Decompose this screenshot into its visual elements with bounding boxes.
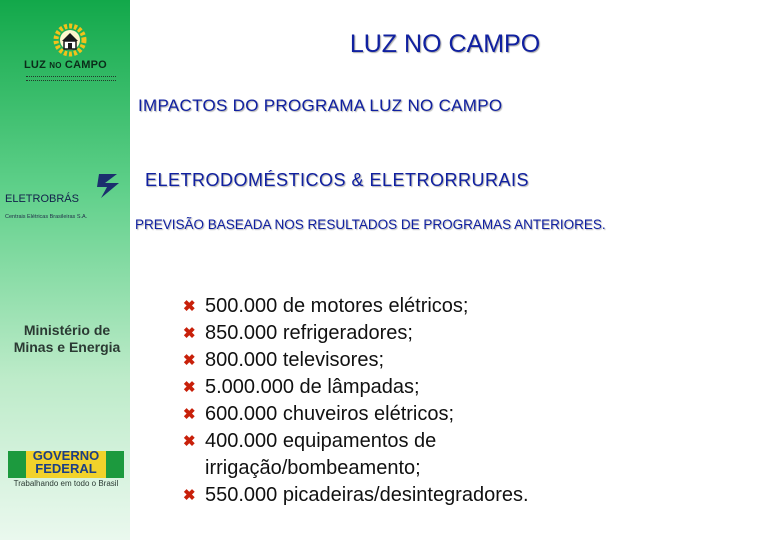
list-item: ✖ 800.000 televisores; (183, 347, 603, 374)
governo-slogan: Trabalhando em todo o Brasil (13, 479, 119, 488)
page-title: LUZ NO CAMPO (349, 30, 541, 58)
logo-tagline (26, 76, 116, 81)
ministerio-line1: Ministério de (23, 322, 111, 338)
list-item: ✖ 550.000 picadeiras/desintegradores. (183, 482, 603, 509)
governo-line1: GOVERNO (32, 448, 100, 463)
list-item: ✖ 600.000 chuveiros elétricos; (183, 401, 603, 428)
x-bullet-icon: ✖ (183, 352, 196, 369)
forecast-note: PREVISÃO BASEADA NOS RESULTADOS DE PROGRAMAS ANTERIORES. (135, 217, 606, 232)
x-bullet-icon: ✖ (183, 325, 196, 342)
eletrobras-mark-icon (91, 168, 127, 204)
luz-no-campo-logo (18, 22, 118, 92)
eletrobras-name: ELETROBRÁS (5, 193, 79, 205)
list-item: ✖ 5.000.000 de lâmpadas; (183, 374, 603, 401)
x-bullet-icon: ✖ (183, 379, 196, 396)
eletrobras-subtitle: Centrais Elétricas Brasileiras S.A. (5, 214, 88, 220)
governo-line2: FEDERAL (35, 461, 97, 476)
impact-list (183, 293, 603, 509)
x-bullet-icon: ✖ (183, 433, 196, 450)
logo-word-campo: CAMPO (64, 59, 107, 71)
governo-federal-logo (8, 447, 124, 487)
x-bullet-icon: ✖ (183, 298, 196, 315)
ministerio-logo (6, 322, 128, 356)
sun-house-icon (52, 22, 88, 58)
x-bullet-icon: ✖ (183, 406, 196, 423)
list-item: ✖ 500.000 de motores elétricos; (183, 293, 603, 320)
list-item: ✖ 850.000 refrigeradores; (183, 320, 603, 347)
eletrobras-logo (5, 168, 130, 228)
ministerio-line2: Minas e Energia (13, 339, 121, 355)
page-subtitle: IMPACTOS DO PROGRAMA LUZ NO CAMPO (138, 96, 503, 115)
logo-word-no: NO (49, 61, 62, 70)
logo-word-luz: LUZ (24, 59, 46, 71)
list-item: ✖ 400.000 equipamentos de irrigação/bombeamento; (183, 430, 437, 479)
x-bullet-icon: ✖ (183, 487, 196, 504)
sidebar (0, 0, 130, 540)
section-heading: ELETRODOMÉSTICOS & ELETRORRURAIS (145, 170, 530, 190)
